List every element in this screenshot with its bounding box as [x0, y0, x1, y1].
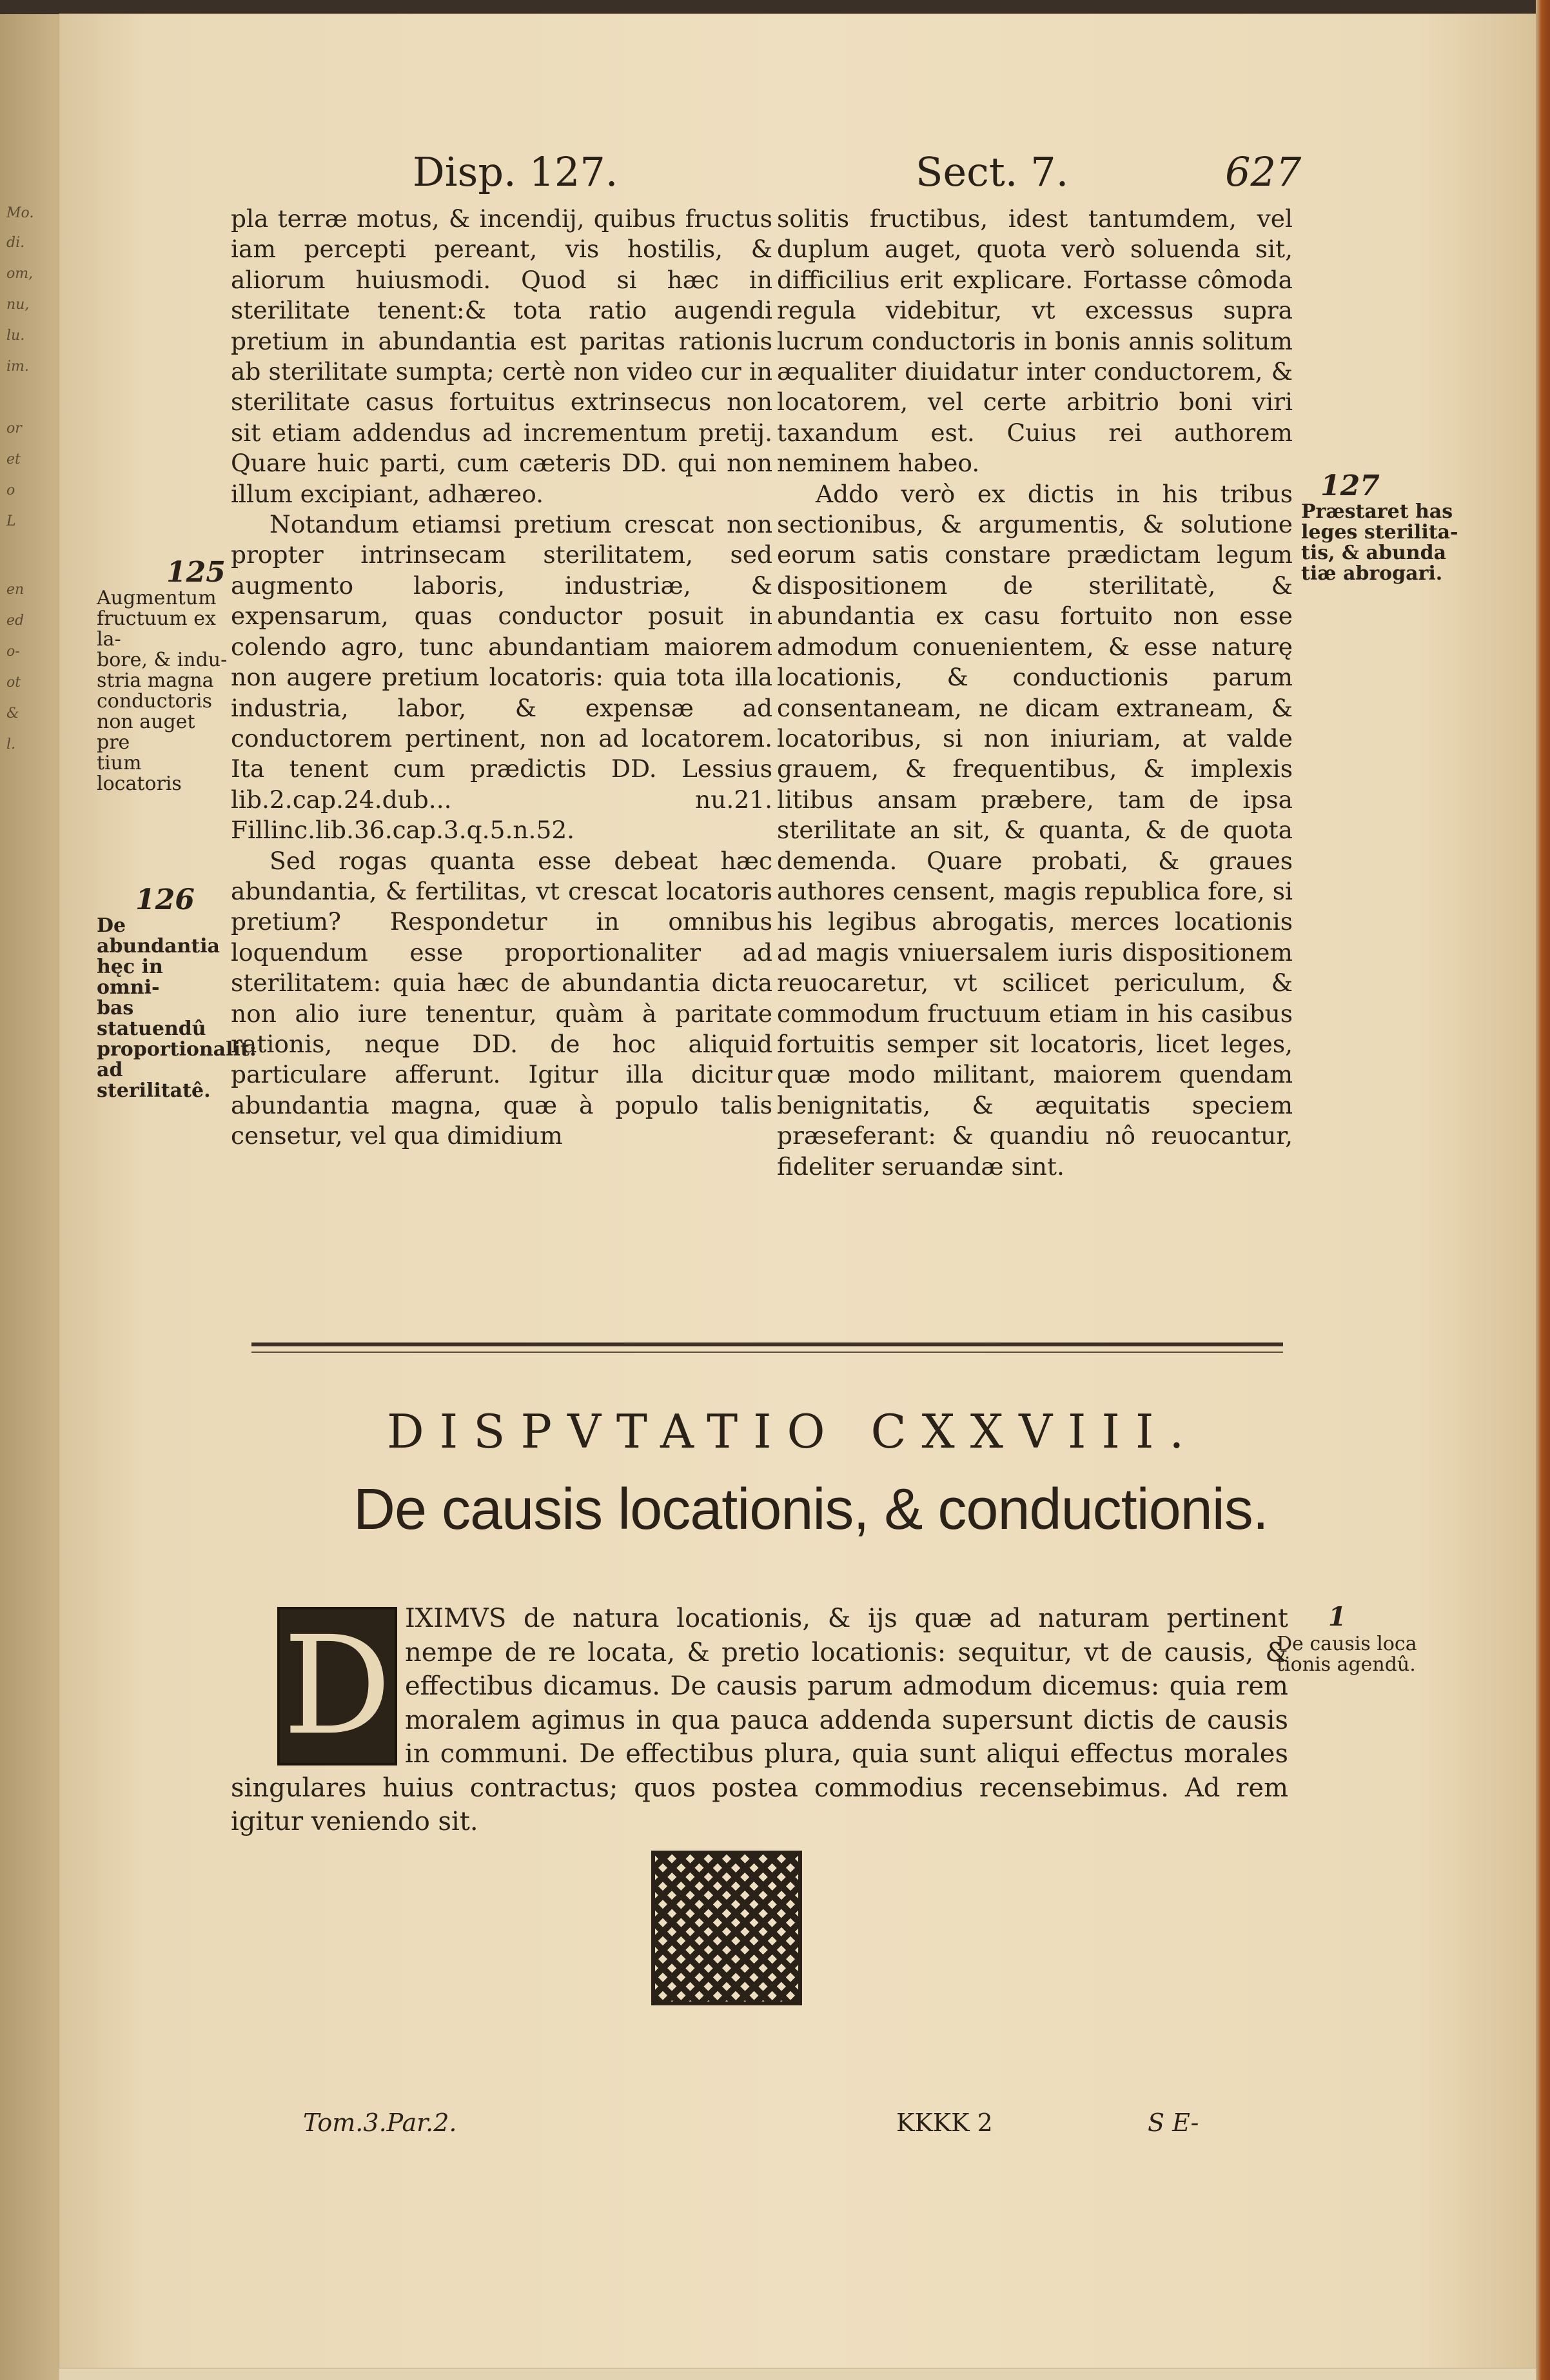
book-edge: [1536, 0, 1550, 2380]
note-line: stria magna: [97, 669, 214, 692]
facing-fragment: im.: [6, 359, 29, 375]
section-divider: [251, 1342, 1283, 1346]
note-line: bore, & indu-: [97, 649, 228, 671]
facing-fragment: l.: [6, 736, 16, 752]
note-line: conductoris: [97, 690, 212, 713]
marginal-number-125: 125: [166, 556, 226, 589]
paragraph: Addo verò ex dictis in his tribus sectionibus, & argumentis, & solutione eorum satis constare prædictam legum dispositionem de sterilitatè, & abundantia ex casu fortuito non esse admodum conuenientem, & esse naturę locationis, & conductionis parum consentaneam, ne dicam extraneam, & locatoribus, si non iniuriam, at valde grauem, & frequentibus, & implexis litibus ansam præbere, tam de ipsa sterilitate an sit, & quanta, & de quota demenda. Quare probati, & graues authores censent, magis republica fore, si his legibus abrogatis, merces locationis ad magis vniuersalem iuris dispositionem reuocaretur, vt scilicet periculum, & commodum fructuum etiam in his casibus fortuitis semper sit locatoris, licet leges, quæ modo militant, maiorem quendam benignitatis, & æquitatis speciem præseferant: & quandiu nô reuocantur, fideliter seruandæ sint.: [777, 479, 1293, 1181]
marginal-note-127: [1301, 502, 1488, 584]
footer-signature: KKKK 2: [896, 2109, 993, 2137]
left-column: [231, 204, 772, 1152]
facing-fragment: or: [6, 420, 22, 437]
right-column: [777, 204, 1293, 1182]
facing-fragment: Mo.: [6, 205, 34, 221]
facing-fragment: o-: [6, 644, 20, 660]
footer-catchword: S E-: [1148, 2109, 1199, 2137]
paragraph: pla terræ motus, & incendij, quibus fructus iam percepti pereant, vis hostilis, & aliorum huiusmodi. Quod si hæc in sterilitate tenent:& tota ratio augendi pretium in abundantia est paritas rationis ab sterilitate sumpta; certè non video cur in sterilitate casus fortuitus extrinsecus non sit etiam addendus ad incrementum pretij. Quare huic parti, cum cæteris DD. qui non illum excipiant, adhæreo.: [231, 204, 772, 508]
paragraph: Notandum etiamsi pretium crescat non propter intrinsecam sterilitatem, sed augmento laboris, industriæ, & expensarum, quas conductor posuit in colendo agro, tunc abundantiam maiorem non augere pretium locatoris: quia tota illa industria, labor, & expensæ ad conductorem pertinent, non ad locatorem. Ita tenent cum prædictis DD. Lessius lib.2.cap.24.dub... nu.21. Fillinc.lib.36.cap.3.q.5.n.52.: [231, 510, 772, 845]
facing-fragment: et: [6, 451, 21, 467]
note-line: tiæ abrogari.: [1301, 562, 1443, 585]
note-line: tium locatoris: [97, 752, 182, 795]
facing-fragment: o: [6, 482, 15, 498]
facing-fragment: lu.: [6, 328, 25, 344]
note-line: hęc in omni-: [97, 956, 163, 999]
paragraph: Sed rogas quanta esse debeat hæc abundantia, & fertilitas, vt crescat locatoris pretium? Respondetur in omnibus loquendum esse proportionaliter ad sterilitatem: quia hæc de abundantia dicta non alio iure tenentur, quàm à paritate rationis, neque DD. de hoc aliquid particulare afferunt. Igitur illa dicitur abundantia magna, quæ à populo talis censetur, vel qua dimidium: [231, 846, 772, 1150]
note-line: non auget pre: [97, 711, 195, 754]
note-line: Præstaret has: [1301, 500, 1453, 523]
intro-text: IXIMVS de natura locationis, & ijs quæ ad naturam pertinent nempe de re locata, & pretio locationis: sequitur, vt de causis, & effectibus dicamus. De causis parum admodum dicemus: quia rem moralem agimus in qua pauca addenda supersunt dictis de causis in communi. De effectibus plura, quia sunt aliqui effectus morales singulares huius contractus; quos postea commodius recensebimus. Ad rem igitur veniendo sit.: [231, 1604, 1288, 1836]
note-line: tionis agendû.: [1277, 1653, 1416, 1676]
decorated-initial: [277, 1607, 397, 1765]
facing-fragment: ot: [6, 674, 21, 691]
facing-fragment: om,: [6, 266, 34, 282]
note-line: De abundantia: [97, 914, 220, 958]
note-line: leges sterilita-: [1301, 521, 1458, 544]
marginal-note-126: [97, 914, 257, 1102]
chapter-subtitle: De causis locationis, & conductionis.: [353, 1477, 1268, 1542]
facing-fragment: nu,: [6, 297, 30, 313]
marginal-note-1: [1277, 1634, 1464, 1675]
note-line: fructuum ex la-: [97, 607, 216, 651]
top-border: [0, 0, 1550, 14]
section-divider-thin: [251, 1352, 1283, 1353]
note-line: proportionalit:: [97, 1038, 257, 1061]
paragraph: solitis fructibus, idest tantumdem, vel duplum auget, quota verò soluenda sit, difficilius erit explicare. Fortasse cômoda regula videbitur, vt excessus supra lucrum conductoris in bonis annis solitum æqualiter diuidatur inter conductorem, & locatorem, vel certe arbitrio boni viri taxandum est. Cuius rei authorem neminem habeo.: [777, 204, 1293, 478]
page-number: 627: [1225, 148, 1302, 195]
marginal-number-126: 126: [135, 883, 195, 916]
running-head-disputatio: Disp. 127.: [413, 148, 618, 195]
initial-letter: D: [282, 1607, 392, 1765]
note-line: tis, & abunda: [1301, 542, 1447, 564]
footer-volume: Tom.3.Par.2.: [303, 2109, 457, 2137]
disputatio-heading: DISPVTATIO CXXVIII.: [387, 1404, 1200, 1459]
facing-fragment: &: [6, 705, 19, 722]
marginal-number-1: 1: [1328, 1602, 1346, 1632]
marginal-note-125: [97, 588, 232, 794]
note-line: Augmentum: [97, 587, 217, 609]
note-line: ad sterilitatê.: [97, 1059, 211, 1102]
note-line: De causis loca: [1277, 1633, 1417, 1655]
facing-fragment: di.: [6, 235, 25, 251]
facing-fragment: en: [6, 582, 25, 598]
facing-fragment: L: [6, 513, 16, 529]
facing-page-edge: [0, 14, 59, 2380]
marginal-number-127: 127: [1320, 469, 1380, 502]
note-line: bas statuendû: [97, 997, 206, 1040]
facing-fragment: ed: [6, 613, 25, 629]
ornament-fleuron: [651, 1851, 802, 2005]
running-head-section: Sect. 7.: [916, 148, 1069, 195]
